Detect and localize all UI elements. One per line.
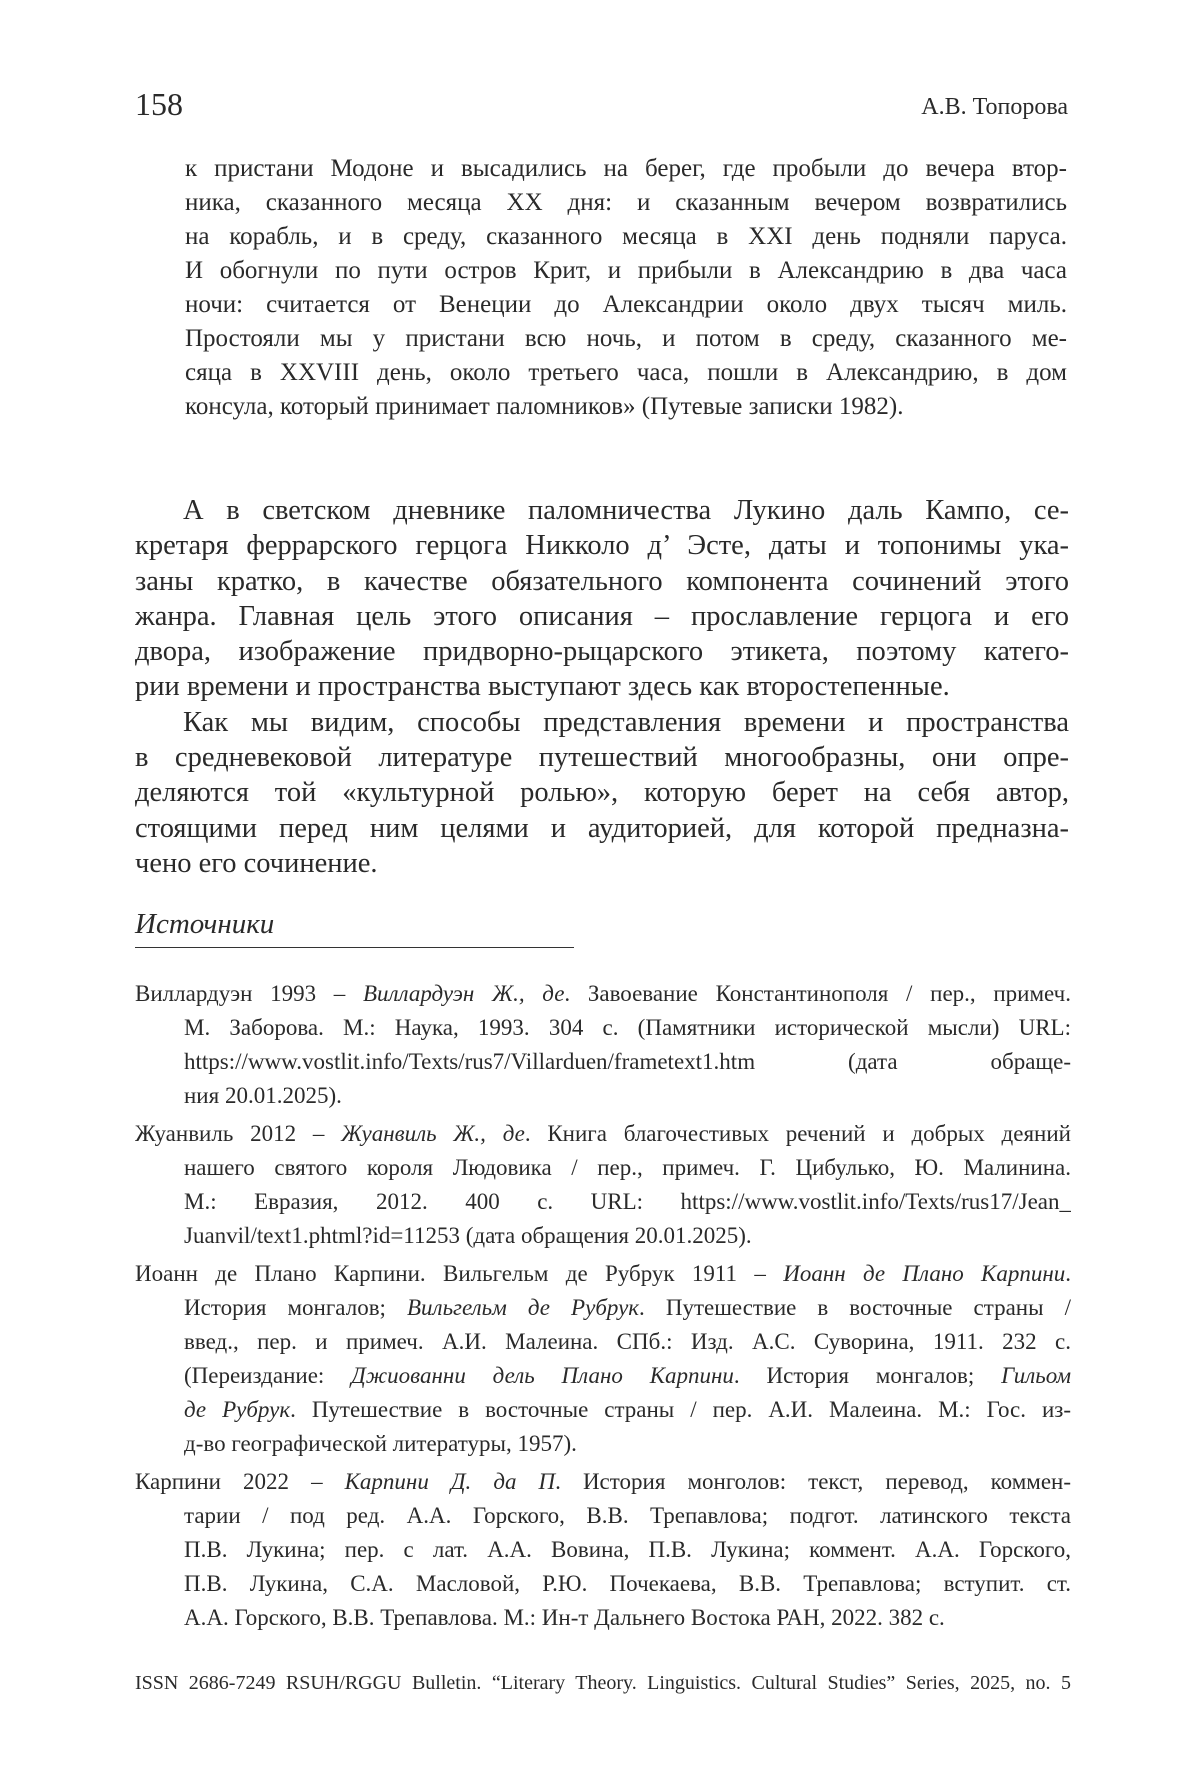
reference-line [135,1533,1071,1567]
reference-italic-text: Джиованни дель Плано Карпини [351,1363,734,1388]
reference-line [135,1427,1071,1461]
reference-line [135,1567,1071,1601]
references-list [135,977,1071,1639]
quote-line: ника, сказанного месяца XX дня: и сказанным вечером возвратились [185,186,1067,220]
reference-text: . Путешествие в восточные страны / пер. А.И. Малеина. М.: Гос. из- [290,1397,1071,1422]
reference-italic-text: Гильом [1001,1363,1071,1388]
page-number: 158 [135,84,183,124]
quote-line: к пристани Модоне и высадились на берег, где пробыли до вечера втор- [185,152,1067,186]
reference-italic-text: Иоанн де Плано Карпини [783,1261,1065,1286]
reference-entry [135,1465,1071,1635]
reference-line [135,1079,1071,1113]
reference-text: . Путешествие в восточные страны / [639,1295,1071,1320]
reference-text: . История монголов: текст, перевод, коммен- [555,1469,1071,1494]
reference-entry [135,1257,1071,1461]
reference-line [135,1117,1071,1151]
reference-text: нашего святого короля Людовика / пер., примеч. Г. Цибулько, Ю. Малинина. [184,1155,1071,1180]
reference-entry [135,977,1071,1113]
reference-text: Виллардуэн 1993 – [135,981,363,1006]
reference-text: д-во географической литературы, 1957). [184,1431,577,1456]
reference-italic-text: де Рубрук [184,1397,290,1422]
reference-line [135,1185,1071,1219]
paragraph-line: Как мы видим, способы представления времени и пространства [135,705,1069,740]
reference-italic-text: Жуанвиль Ж., де [341,1121,525,1146]
reference-line [135,1257,1071,1291]
reference-text: тарии / под ред. А.А. Горского, В.В. Трепавлова; подгот. латинского текста [184,1503,1071,1528]
reference-line [135,1393,1071,1427]
reference-text: (Переиздание: [184,1363,351,1388]
reference-line [135,1325,1071,1359]
paragraph-line: кретаря феррарского герцога Никколо д’ Эсте, даты и топонимы ука- [135,528,1069,563]
reference-text: введ., пер. и примеч. А.И. Малеина. СПб.: Изд. А.С. Суворина, 1911. 232 с. [184,1329,1071,1354]
reference-line [135,1151,1071,1185]
reference-line [135,1465,1071,1499]
quote-line: ночи: считается от Венеции до Александрии около двух тысяч миль. [185,288,1067,322]
reference-line [135,1359,1071,1393]
reference-italic-text: Виллардуэн Ж., де [363,981,564,1006]
reference-entry [135,1117,1071,1253]
paragraph-line: стоящими перед ним целями и аудиторией, для которой предназна- [135,811,1069,846]
paragraph-line: рии времени и пространства выступают здесь как второстепенные. [135,669,1069,704]
reference-text: . Книга благочестивых речений и добрых деяний [525,1121,1071,1146]
reference-line [135,1011,1071,1045]
reference-text: Иоанн де Плано Карпини. Вильгельм де Рубрук 1911 – [135,1261,783,1286]
quote-line: И обогнули по пути остров Крит, и прибыли в Александрию в два часа [185,254,1067,288]
paragraph-line: чено его сочинение. [135,846,1069,881]
paragraph-line: двора, изображение придворно-рыцарского этикета, поэтому катего- [135,634,1069,669]
reference-text: . История монгалов; [734,1363,1001,1388]
heading-rule-divider [135,947,574,948]
reference-italic-text: Карпини Д. да П [345,1469,555,1494]
reference-text: М.: Евразия, 2012. 400 с. URL: https://www.vostlit.info/Texts/rus17/Jean_ [184,1189,1071,1214]
reference-text: ния 20.01.2025). [184,1083,342,1108]
reference-text: . Завоевание Константинополя / пер., примеч. [564,981,1071,1006]
reference-text: Карпини 2022 – [135,1469,345,1494]
reference-line [135,1219,1071,1253]
reference-line [135,1045,1071,1079]
running-head-author: А.В. Топорова [921,90,1068,124]
quote-line: Простояли мы у пристани всю ночь, и потом в среду, сказанного ме- [185,322,1067,356]
reference-line [135,1601,1071,1635]
sources-heading: Источники [135,904,274,944]
reference-text: А.А. Горского, В.В. Трепавлова. М.: Ин-т Дальнего Востока РАН, 2022. 382 с. [184,1605,945,1630]
reference-text: История монгалов; [184,1295,407,1320]
paragraph-line: в средневековой литературе путешествий многообразны, они опре- [135,740,1069,775]
reference-text: М. Заборова. М.: Наука, 1993. 304 с. (Памятники исторической мысли) URL: [184,1015,1071,1040]
reference-line [135,1499,1071,1533]
reference-line [135,1291,1071,1325]
body-text [135,493,1069,881]
paragraph-line: деляются той «культурной ролью», которую берет на себя автор, [135,775,1069,810]
reference-text: . [1065,1261,1071,1286]
quote-line: на корабль, и в среду, сказанного месяца в XXI день подняли паруса. [185,220,1067,254]
paragraph-line: жанра. Главная цель этого описания – прославление герцога и его [135,599,1069,634]
quote-line: консула, который принимает паломников» (Путевые записки 1982). [185,390,1067,424]
reference-text: П.В. Лукина; пер. с лат. А.А. Вовина, П.В. Лукина; коммент. А.А. Горского, [184,1537,1071,1562]
reference-italic-text: Вильгельм де Рубрук [407,1295,639,1320]
paragraph-line: А в светском дневнике паломничества Лукино даль Кампо, се- [135,493,1069,528]
paragraph-line: заны кратко, в качестве обязательного компонента сочинений этого [135,564,1069,599]
page-footer: ISSN 2686-7249 RSUH/RGGU Bulletin. “Literary Theory. Linguistics. Cultural Studies” Series, 2025, no. 5 [135,1670,1071,1696]
reference-text: П.В. Лукина, С.А. Масловой, Р.Ю. Почекаева, В.В. Трепавлова; вступит. ст. [184,1571,1071,1596]
reference-text: Juanvil/text1.phtml?id=11253 (дата обращения 20.01.2025). [184,1223,752,1248]
reference-text: https://www.vostlit.info/Texts/rus7/Villarduen/frametext1.htm (дата обраще- [184,1049,1071,1074]
reference-line [135,977,1071,1011]
block-quote [185,152,1067,424]
reference-text: Жуанвиль 2012 – [135,1121,341,1146]
quote-line: сяца в XXVIII день, около третьего часа, пошли в Александрию, в дом [185,356,1067,390]
